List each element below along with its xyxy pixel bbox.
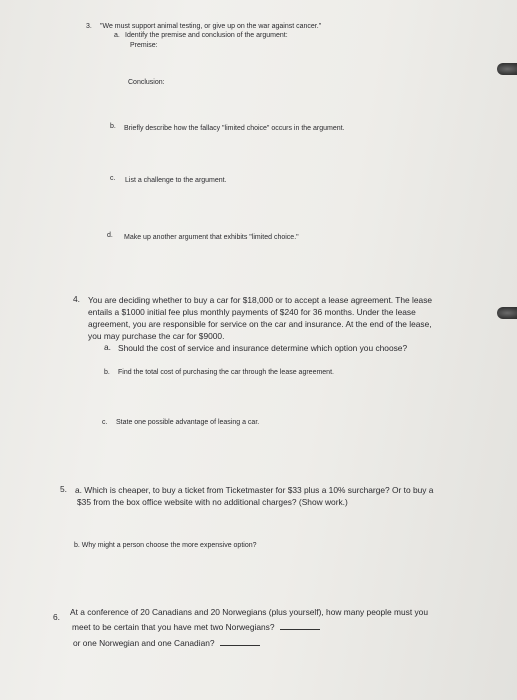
q5b-text: b. Why might a person choose the more expensive option? xyxy=(74,542,257,549)
q3-premise-label: Premise: xyxy=(130,42,158,49)
q6-number: 6. xyxy=(53,612,60,622)
q3d-text: Make up another argument that exhibits "limited choice." xyxy=(124,234,299,241)
q5-number: 5. xyxy=(60,484,67,494)
q6-line-3: or one Norwegian and one Canadian? xyxy=(73,638,215,648)
q3b-letter: b. xyxy=(110,123,116,130)
q6-line-2-row xyxy=(72,621,320,634)
q3d-letter: d. xyxy=(107,232,113,239)
q5-line-2: $35 from the box office website with no additional charges? (Show work.) xyxy=(77,497,348,507)
binder-hole-top xyxy=(497,63,517,75)
q3a-letter: a. xyxy=(114,32,120,39)
q3-number: 3. xyxy=(86,23,92,30)
q5-line-1: a. Which is cheaper, to buy a ticket from Ticketmaster for $33 plus a 10% surcharge? Or to buy a xyxy=(75,485,434,495)
q6-line-2: meet to be certain that you have met two Norwegians? xyxy=(72,622,275,632)
q4-number: 4. xyxy=(73,294,80,304)
q3a-text: Identify the premise and conclusion of the argument: xyxy=(125,32,288,39)
q4-line-3: agreement, you are responsible for service on the car and insurance. At the end of the lease, xyxy=(88,319,432,329)
answer-blank-2[interactable] xyxy=(220,638,260,646)
q4c-letter: c. xyxy=(102,419,108,426)
q4-line-2: entails a $1000 initial fee plus monthly payments of $240 for 36 months. Under the lease xyxy=(88,307,416,317)
q4a-text: Should the cost of service and insurance determine which option you choose? xyxy=(118,343,408,353)
q3-conclusion-label: Conclusion: xyxy=(128,79,165,86)
q3c-letter: c. xyxy=(110,175,116,182)
q4-line-4: you may purchase the car for $9000. xyxy=(88,331,225,341)
q6-line-3-row xyxy=(73,637,260,650)
binder-hole-middle xyxy=(497,307,517,319)
q4b-text: Find the total cost of purchasing the car through the lease agreement. xyxy=(118,369,334,376)
q6-line-1: At a conference of 20 Canadians and 20 Norwegians (plus yourself), how many people must you xyxy=(70,607,429,617)
q3b-text: Briefly describe how the fallacy "limited choice" occurs in the argument. xyxy=(124,125,345,132)
q4b-letter: b. xyxy=(104,369,110,376)
q3-statement: "We must support animal testing, or give up on the war against cancer." xyxy=(100,23,322,30)
q3c-text: List a challenge to the argument. xyxy=(125,177,227,184)
q4-line-1: You are deciding whether to buy a car for $18,000 or to accept a lease agreement. The lease xyxy=(88,295,433,305)
q4c-text: State one possible advantage of leasing a car. xyxy=(116,419,260,426)
q4a-letter: a. xyxy=(104,342,111,352)
answer-blank-1[interactable] xyxy=(280,622,320,630)
